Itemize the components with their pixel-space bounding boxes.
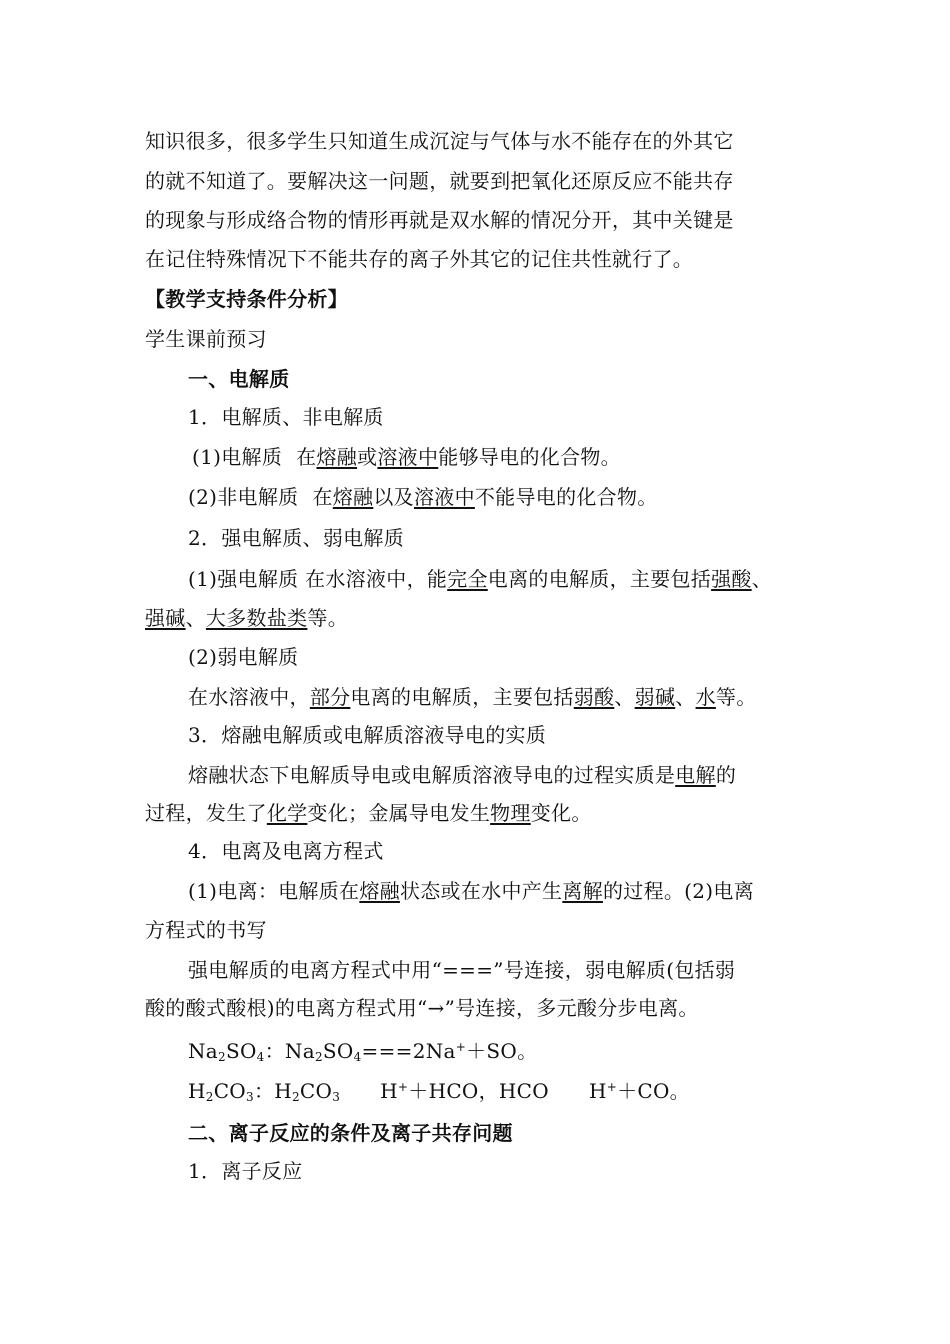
equation-na2so4: $Na_2SO_4$：$Na_2SO_4===2Na^++SO$。 (188, 1039, 538, 1064)
underlined-term: 电解 (675, 763, 716, 787)
underlined-term: 熔融 (359, 879, 400, 903)
s4-para-3: 酸的酸式酸根)的电离方程式用“→”号连接，多元酸分步电离。 (145, 996, 699, 1020)
underlined-term: 离解 (562, 879, 603, 903)
underlined-term: 物理 (490, 801, 531, 825)
s4-para-2: 强电解质的电离方程式中用“===”号连接，弱电解质(包括弱 (188, 958, 736, 982)
intro-line-2: 的就不知道了。要解决这一问题，就要到把氧化还原反应不能共存 (145, 169, 734, 193)
underlined-term: 溶液中 (377, 445, 439, 469)
underlined-term: 溶液中 (413, 485, 475, 509)
section-title: 【教学支持条件分析】 (145, 287, 348, 311)
preview-title: 学生课前预习 (145, 327, 267, 351)
s2-strong-def-cont: 强碱、大多数盐类等。 (145, 606, 349, 630)
s3-para-2: 过程，发生了化学变化；金属导电发生物理变化。 (145, 801, 592, 825)
s4-title: 4．电离及电离方程式 (188, 839, 384, 863)
s3-title: 3．熔融电解质或电解质溶液导电的实质 (188, 723, 547, 747)
p2-s1-title: 1．离子反应 (188, 1159, 303, 1183)
s2-weak-def: 在水溶液中，部分电离的电解质，主要包括弱酸、弱碱、水等。 (188, 685, 757, 709)
underlined-term: 水 (695, 685, 716, 709)
underlined-term: 熔融 (332, 485, 374, 509)
underlined-term: 强碱 (145, 606, 186, 630)
s1-electrolyte-def: (1)电解质 在熔融或溶液中能够导电的化合物。 (192, 445, 621, 469)
s1-title: 1．电解质、非电解质 (188, 405, 384, 429)
intro-line-4: 在记住特殊情况下不能共存的离子外其它的记住共性就行了。 (145, 247, 694, 271)
s3-para-1: 熔融状态下电解质导电或电解质溶液导电的过程实质是电解的 (188, 763, 737, 787)
part2-title: 二、离子反应的条件及离子共存问题 (188, 1121, 513, 1145)
underlined-term: 弱酸 (573, 685, 615, 709)
underlined-term: 化学 (266, 801, 308, 825)
s1-nonelectrolyte-def: (2)非电解质 在熔融以及溶液中不能导电的化合物。 (188, 485, 658, 509)
s4-para-1: (1)电离：电解质在熔融状态或在水中产生离解的过程。(2)电离 (188, 879, 754, 903)
underlined-term: 完全 (447, 567, 488, 591)
underlined-term: 部分 (309, 685, 351, 709)
underlined-term: 大多数盐类 (205, 606, 308, 630)
underlined-term: 强酸 (711, 567, 752, 591)
s4-para-1-cont: 方程式的书写 (145, 918, 267, 942)
underlined-term: 熔融 (316, 445, 358, 469)
part1-title: 一、电解质 (188, 367, 290, 391)
equation-h2co3: $H_2CO_3$：$H_2CO_3$ H+＋HCO，HCO H+＋CO。 (188, 1079, 690, 1104)
intro-line-3: 的现象与形成络合物的情形再就是双水解的情况分开，其中关键是 (145, 208, 734, 232)
intro-line-1: 知识很多，很多学生只知道生成沉淀与气体与水不能存在的外其它 (145, 129, 734, 153)
s2-title: 2．强电解质、弱电解质 (188, 526, 405, 550)
s2-weak-label: (2)弱电解质 (188, 645, 299, 669)
s2-strong-def: (1)强电解质 在水溶液中，能完全电离的电解质，主要包括强酸、 (188, 567, 773, 591)
underlined-term: 弱碱 (634, 685, 676, 709)
